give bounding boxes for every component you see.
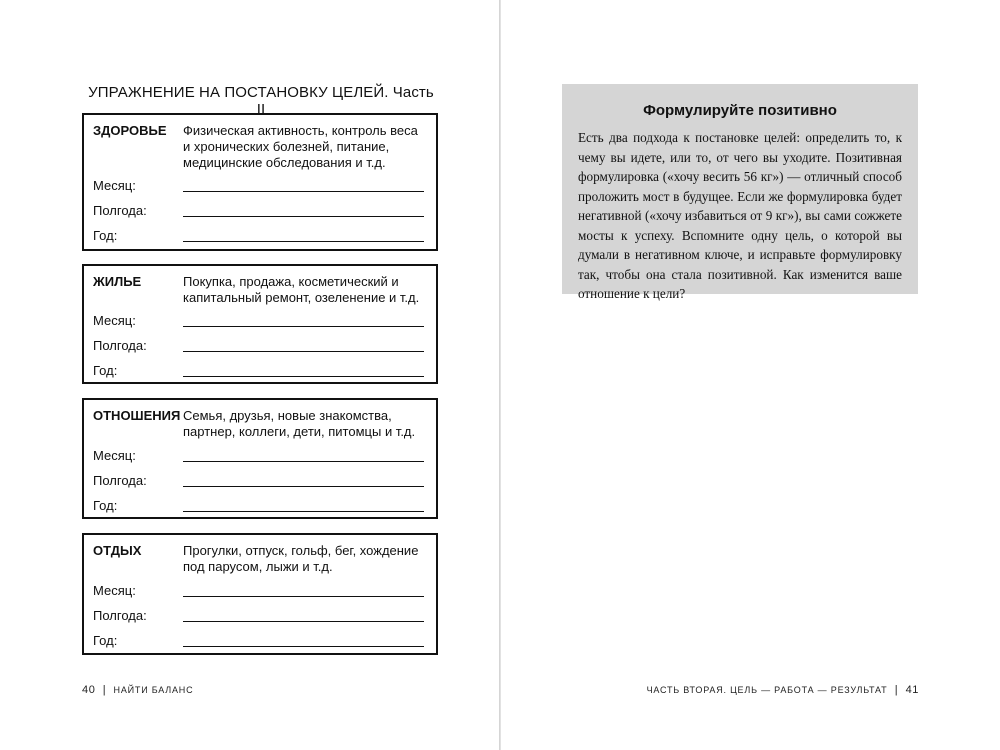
month-label: Месяц: (93, 313, 136, 328)
section-heading: ЖИЛЬЕ (93, 274, 142, 289)
page-number: 41 (905, 684, 919, 696)
month-line[interactable] (93, 448, 424, 462)
section-description: Прогулки, отпуск, гольф, бег, хождение под парусом, лыжи и т.д. (183, 543, 419, 574)
year-label: Год: (93, 363, 118, 378)
right-page-footer (647, 684, 919, 696)
section-description: Физическая активность, контроль веса и хронических болезней, питание, медицинские обследования и т.д. (183, 123, 418, 170)
half-year-label: Полгода: (93, 338, 147, 353)
left-page-footer (82, 684, 193, 696)
sidebar-title: Формулируйте позитивно (643, 102, 837, 119)
year-line[interactable] (93, 228, 424, 242)
footer-separator: | (894, 684, 899, 696)
year-label: Год: (93, 228, 118, 243)
sidebar-body: Есть два подхода к постановке целей: определить то, к чему вы идете, или то, от чего вы уходите. Позитивная формулировка («хочу весить 56 кг») — отличный способ проложить мост в будущее. Если же формулировка будет негативной («хочу избавиться от 9 кг»), вы сами сожжете мосты к успеху. Вспомните одну цель, о которой вы думали в негативном ключе, и исправьте формулировку так, чтобы она стала позитивной. Как изменится ваше отношение к цели? (578, 130, 902, 301)
write-line (183, 511, 424, 512)
tip-sidebar (562, 84, 918, 301)
month-line[interactable] (93, 313, 424, 327)
year-line[interactable] (93, 633, 424, 647)
right-page (501, 0, 1000, 750)
goal-box-housing (82, 264, 438, 384)
write-line (183, 216, 424, 217)
section-heading: ОТДЫХ (93, 543, 142, 558)
write-line (183, 326, 424, 327)
month-line[interactable] (93, 178, 424, 192)
half-year-line[interactable] (93, 338, 424, 352)
write-line (183, 486, 424, 487)
write-line (183, 241, 424, 242)
month-label: Месяц: (93, 178, 136, 193)
write-line (183, 621, 424, 622)
year-label: Год: (93, 633, 118, 648)
section-heading: ОТНОШЕНИЯ (93, 408, 181, 423)
page-number: 40 (82, 684, 96, 696)
goal-box-relationships (82, 398, 438, 519)
write-line (183, 191, 424, 192)
goal-box-health (82, 113, 438, 251)
month-label: Месяц: (93, 583, 136, 598)
month-line[interactable] (93, 583, 424, 597)
half-year-label: Полгода: (93, 608, 147, 623)
running-title: НАЙТИ БАЛАНС (113, 685, 194, 695)
running-title: ЧАСТЬ ВТОРАЯ. ЦЕЛЬ — РАБОТА — РЕЗУЛЬТАТ (646, 685, 888, 695)
year-line[interactable] (93, 498, 424, 512)
write-line (183, 351, 424, 352)
half-year-line[interactable] (93, 608, 424, 622)
half-year-line[interactable] (93, 473, 424, 487)
half-year-label: Полгода: (93, 203, 147, 218)
write-line (183, 596, 424, 597)
left-page (0, 0, 499, 750)
section-heading: ЗДОРОВЬЕ (93, 123, 167, 138)
month-label: Месяц: (93, 448, 136, 463)
half-year-label: Полгода: (93, 473, 147, 488)
section-description: Семья, друзья, новые знакомства, партнер, коллеги, дети, питомцы и т.д. (183, 408, 416, 439)
year-label: Год: (93, 498, 118, 513)
exercise-title: УПРАЖНЕНИЕ НА ПОСТАНОВКУ ЦЕЛЕЙ. Часть II (88, 84, 434, 118)
section-description: Покупка, продажа, косметический и капитальный ремонт, озеленение и т.д. (183, 274, 420, 305)
write-line (183, 376, 424, 377)
half-year-line[interactable] (93, 203, 424, 217)
write-line (183, 461, 424, 462)
year-line[interactable] (93, 363, 424, 377)
goal-box-leisure (82, 533, 438, 655)
write-line (183, 646, 424, 647)
footer-separator: | (102, 684, 107, 696)
